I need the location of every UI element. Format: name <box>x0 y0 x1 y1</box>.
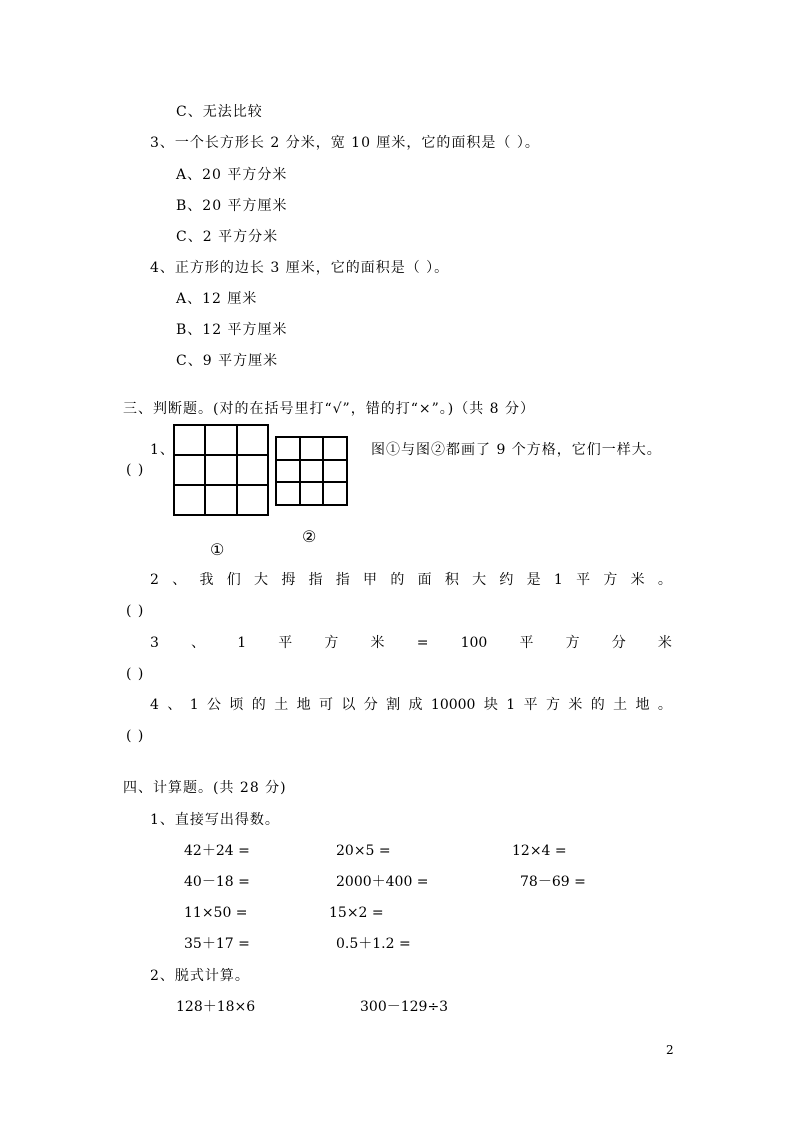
judge-q3-bracket: ( ) <box>126 666 145 682</box>
judge-token: 地 <box>296 697 311 713</box>
judge-token: 大 <box>253 572 268 588</box>
judge-q3-text <box>150 634 672 652</box>
judge-token: 土 <box>613 697 628 713</box>
judge-token: 2 <box>150 572 159 588</box>
judge-token: 方 <box>324 635 339 651</box>
judge-token: 方 <box>545 697 560 713</box>
calc-item: 78－69 = <box>520 874 586 890</box>
judge-token: 的 <box>390 572 405 588</box>
judge-token: 顷 <box>229 697 244 713</box>
judge-token: 米 <box>630 572 645 588</box>
calc-item: 20×5 = <box>336 843 391 859</box>
judge-token: 平 <box>278 635 293 651</box>
judge-token: = <box>416 635 429 651</box>
step-calc-item: 300－129÷3 <box>360 999 449 1015</box>
judge-token: 积 <box>444 572 459 588</box>
judge-token: 约 <box>499 572 514 588</box>
q4-option-a: A、12 厘米 <box>176 291 258 307</box>
calc-sub1: 1、直接写出得数。 <box>150 812 280 828</box>
judge-q1-number: 1、 <box>150 442 175 458</box>
judge-token: 方 <box>565 635 580 651</box>
calc-item: 11×50 = <box>184 905 248 921</box>
section3-title: 三、判断题。(对的在括号里打“√”，错的打“×”。)（共 8 分） <box>123 401 536 417</box>
judge-token: 1 <box>189 697 199 713</box>
page-number: 2 <box>666 1043 674 1057</box>
judge-token: 土 <box>274 697 289 713</box>
judge-token: 。 <box>657 572 672 588</box>
judge-token: 分 <box>611 635 626 651</box>
section4-title: 四、计算题。(共 28 分) <box>123 780 287 796</box>
calc-item: 42＋24 = <box>184 843 250 859</box>
judge-token: 1 <box>553 572 563 588</box>
judge-token: 们 <box>226 572 241 588</box>
judge-token: 分 <box>363 697 378 713</box>
judge-token: 指 <box>335 572 350 588</box>
calc-item: 15×2 = <box>329 905 384 921</box>
judge-token: 是 <box>526 572 541 588</box>
calc-item: 0.5＋1.2 = <box>336 936 411 952</box>
judge-token: 、 <box>167 697 182 713</box>
judge-token: 面 <box>417 572 432 588</box>
judge-token: 以 <box>341 697 356 713</box>
judge-token: 、 <box>191 635 206 651</box>
q4-stem: 4、正方形的边长 3 厘米，它的面积是（ ）。 <box>150 260 450 276</box>
judge-token: 平 <box>576 572 591 588</box>
judge-token: 公 <box>207 697 222 713</box>
q3-option-b: B、20 平方厘米 <box>176 198 288 214</box>
judge-token: 大 <box>472 572 487 588</box>
q2-option-c: C、无法比较 <box>176 104 263 120</box>
calc-item: 40－18 = <box>184 874 250 890</box>
judge-token: 平 <box>523 697 538 713</box>
calc-sub2: 2、脱式计算。 <box>150 968 250 984</box>
judge-token: 4 <box>150 697 159 713</box>
calc-item: 35＋17 = <box>184 936 250 952</box>
figure-1-label: ① <box>210 540 226 559</box>
judge-token: 方 <box>603 572 618 588</box>
judge-token: 割 <box>386 697 401 713</box>
q3-stem: 3、一个长方形长 2 分米，宽 10 厘米，它的面积是（ ）。 <box>150 135 540 151</box>
judge-token: 地 <box>635 697 650 713</box>
judge-q1-bracket: ( ) <box>126 462 145 478</box>
judge-token: 拇 <box>281 572 296 588</box>
judge-q2-bracket: ( ) <box>126 603 145 619</box>
step-calc-item: 128＋18×6 <box>176 999 256 1015</box>
judge-q1-text: 图①与图②都画了 9 个方格，它们一样大。 <box>371 442 662 458</box>
judge-q4-bracket: ( ) <box>126 728 145 744</box>
judge-token: 成 <box>408 697 423 713</box>
figure-2-label: ② <box>302 527 318 546</box>
judge-token: 10000 <box>430 697 476 713</box>
judge-token: 1 <box>506 697 516 713</box>
judge-token: 块 <box>483 697 498 713</box>
judge-token: 3 <box>150 635 159 651</box>
calc-item: 2000＋400 = <box>336 874 429 890</box>
judge-q2-text <box>150 571 672 589</box>
judge-token: 。 <box>657 697 672 713</box>
judge-token: 的 <box>590 697 605 713</box>
judge-token: 平 <box>519 635 534 651</box>
q3-option-c: C、2 平方分米 <box>176 229 279 245</box>
grid-figure-2 <box>275 436 348 506</box>
judge-token: 米 <box>568 697 583 713</box>
calc-item: 12×4 = <box>512 843 567 859</box>
judge-token: 、 <box>172 572 187 588</box>
q3-option-a: A、20 平方分米 <box>176 167 288 183</box>
judge-token: 米 <box>370 635 385 651</box>
judge-token: 可 <box>318 697 333 713</box>
judge-token: 米 <box>657 635 672 651</box>
judge-token: 甲 <box>363 572 378 588</box>
grid-figure-1 <box>173 424 269 516</box>
q4-option-c: C、9 平方厘米 <box>176 353 279 369</box>
q4-option-b: B、12 平方厘米 <box>176 322 288 338</box>
judge-token: 的 <box>251 697 266 713</box>
judge-token: 1 <box>237 635 247 651</box>
judge-token: 我 <box>199 572 214 588</box>
judge-q4-text <box>150 696 672 714</box>
judge-token: 100 <box>460 635 488 651</box>
judge-token: 指 <box>308 572 323 588</box>
